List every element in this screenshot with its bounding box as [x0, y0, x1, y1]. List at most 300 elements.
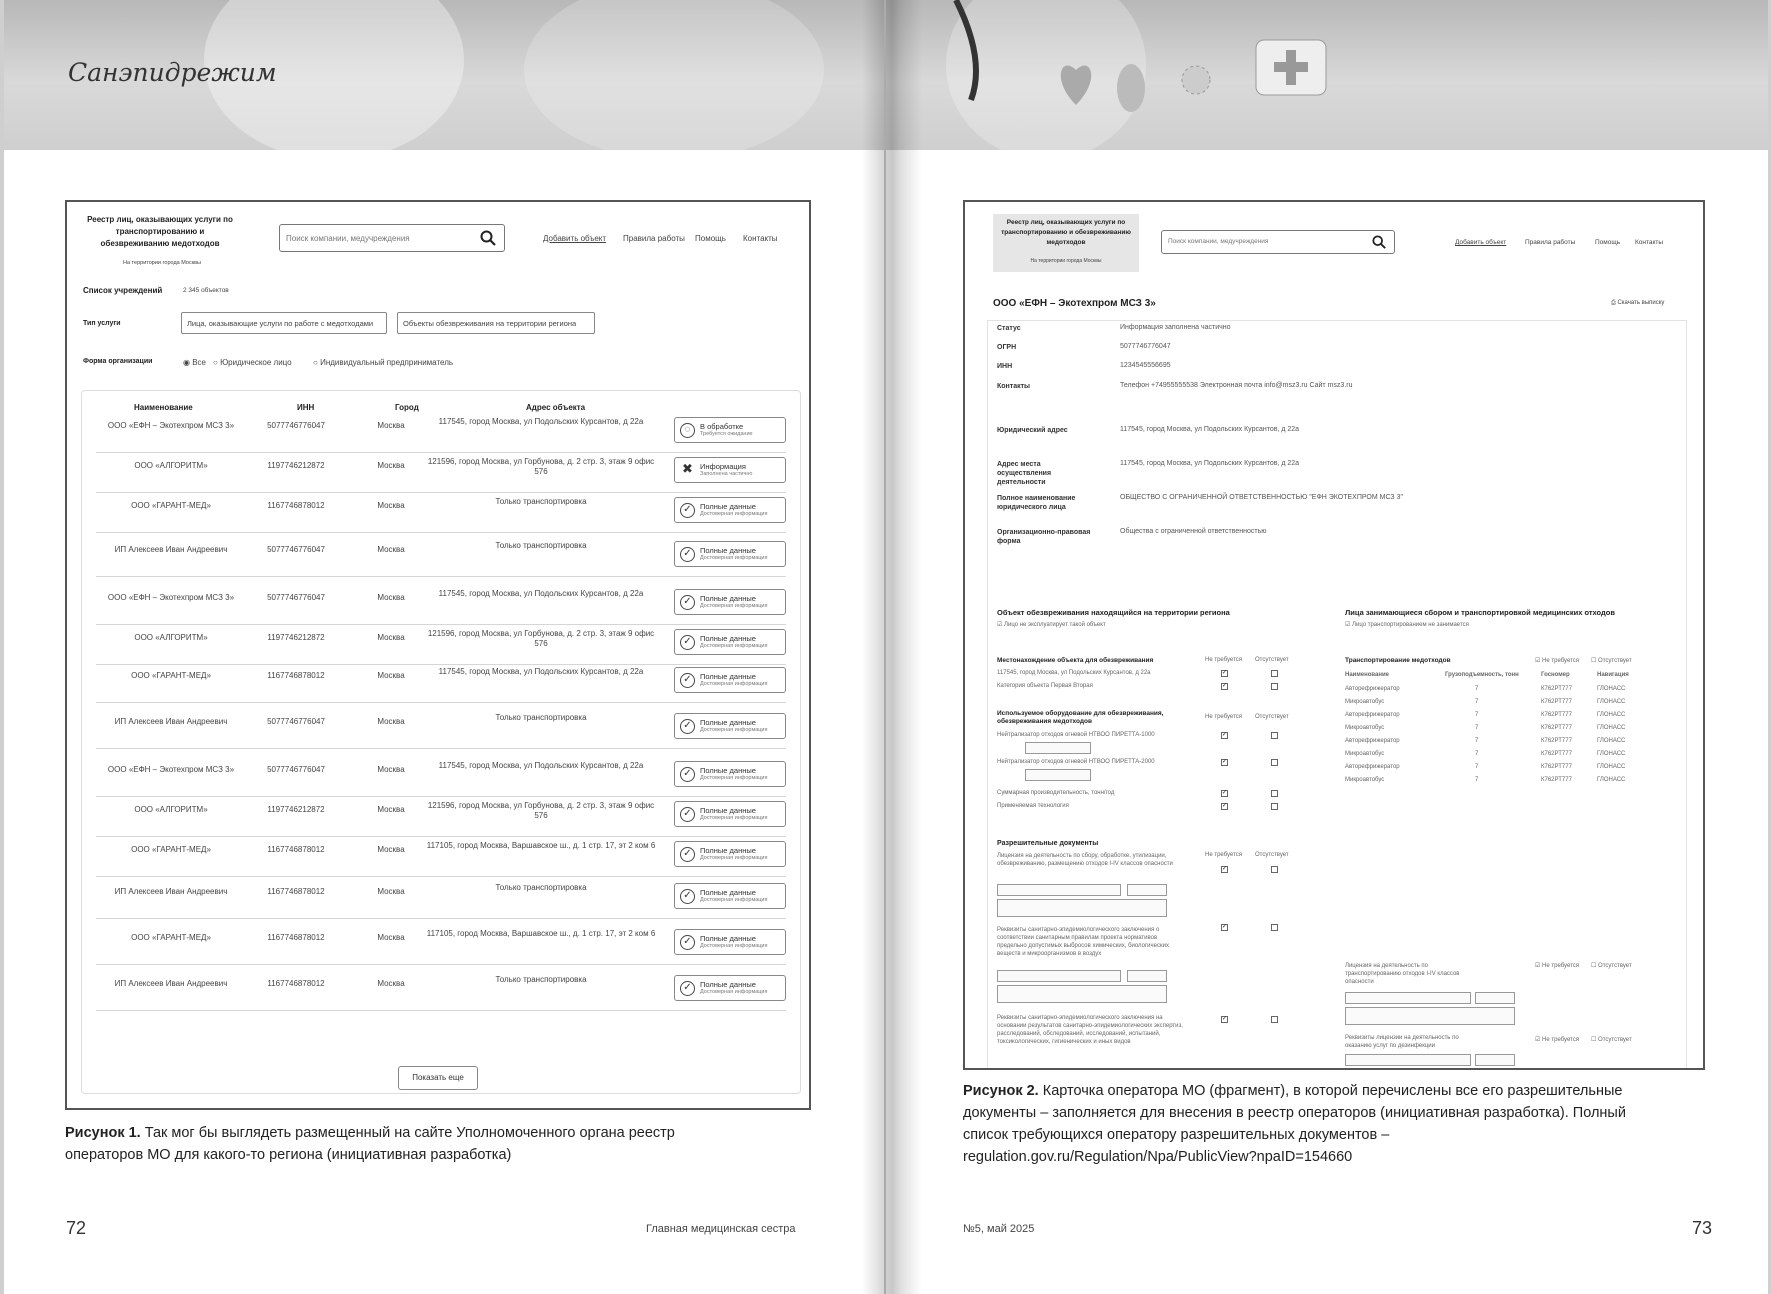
permit-date-field[interactable] [1127, 970, 1167, 982]
registry-subtitle: На территории города Москвы [123, 260, 201, 266]
status-sublabel: Достоверная информация [700, 855, 768, 861]
table-row[interactable] [96, 413, 786, 453]
disinfection-absent-label: Отсутствует [1598, 1037, 1632, 1043]
transport-cell: ГЛОНАСС [1597, 712, 1626, 718]
check-circle-icon: ✓ [680, 767, 695, 782]
table-row[interactable] [96, 837, 786, 877]
field-value: 117545, город Москва, ул Подольских Курсантов, д 22а [1120, 426, 1300, 433]
status-label: Полные данные [700, 634, 756, 643]
cell-inn: 5077746776047 [267, 421, 325, 430]
disinfection-absent[interactable]: ☐ Отсутствует [1591, 1037, 1632, 1043]
permits-label: Разрешительные документы [997, 840, 1099, 847]
cell-address: Только транспортировка [495, 713, 587, 722]
org-radio-all[interactable]: ◉ Все [183, 358, 206, 367]
status-badge[interactable] [674, 761, 786, 787]
transport-cell: ГЛОНАСС [1597, 764, 1626, 770]
status-badge[interactable] [674, 417, 786, 443]
cell-name: ООО «ГАРАНТ-МЕД» [131, 933, 211, 942]
section-disposal-object: Объект обезвреживания находящийся на территории региона [997, 608, 1230, 617]
checkbox-checked[interactable]: ✓ [1222, 670, 1228, 676]
field-value: Телефон +74955555538 Электронная почта info@msz3.ru Сайт msz3.ru [1120, 382, 1353, 389]
field-value: ОБЩЕСТВО С ОГРАНИЧЕННОЙ ОТВЕТСТВЕННОСТЬЮ "ЕФН ЭКОТЕХПРОМ МСЗ 3" [1120, 494, 1403, 501]
search-icon[interactable] [1372, 235, 1386, 249]
equipment-item: Суммарная производительность, тонн/год [997, 790, 1115, 796]
field-value: Общества с ограниченной ответственностью [1120, 528, 1267, 535]
license-issuer-field[interactable] [1345, 1007, 1515, 1025]
disinfection-license-label: Реквизиты лицензии на деятельность по оказанию услуг по дезинфекции [1345, 1035, 1459, 1049]
transport-cell: 7 [1475, 777, 1479, 783]
company-title: ООО «ЕФН – Экотехпром МСЗ 3» [993, 298, 1156, 309]
cross-icon: ✖ [682, 461, 693, 476]
license-not-required-label: Не требуется [1542, 963, 1580, 969]
transport-cell: 7 [1475, 699, 1479, 705]
cell-city: Москва [377, 805, 405, 814]
equipment-field[interactable] [1025, 769, 1091, 781]
status-label: Полные данные [700, 980, 756, 989]
transport-cell: Авторефрижератор [1345, 738, 1400, 744]
issue-info: №5, май 2025 [963, 1223, 1035, 1235]
permit-number-field[interactable] [997, 884, 1121, 896]
status-label: Полные данные [700, 594, 756, 603]
status-sublabel: Достоверная информация [700, 555, 768, 561]
table-row[interactable] [96, 879, 786, 919]
transport-note: ☑ Лицо транспортированием не занимается [1345, 622, 1469, 628]
col-name: Наименование [134, 403, 193, 412]
left-page [4, 0, 884, 1294]
stethoscope-icon [946, 0, 1026, 120]
caption-1-text: Так мог бы выглядеть размещенный на сайте Уполномоченного органа реестр операторов МО для какого-то региона (инициативная разработка) [65, 1125, 675, 1163]
org-radio-legal[interactable]: ○ Юридическое лицо [213, 358, 292, 367]
download-label: Скачать выписку [1617, 300, 1665, 306]
status-label: Информация [700, 462, 746, 471]
status-label: Полные данные [700, 502, 756, 511]
cell-inn: 1167746878012 [267, 501, 325, 510]
registry-subtitle: На территории города Москвы [1030, 258, 1102, 264]
transport-col-header: Грузоподъемность, тонн [1445, 672, 1519, 678]
right-page [886, 0, 1768, 1294]
disinfection-not-required-label: Не требуется [1542, 1037, 1580, 1043]
transport-cell: К762РТ777 [1541, 777, 1572, 783]
cell-name: ООО «АЛГОРИТМ» [134, 461, 208, 470]
status-sublabel: Требуется ожидание [700, 431, 753, 437]
transport-cell: ГЛОНАСС [1597, 751, 1626, 757]
transport-col-header: Наименование [1345, 672, 1390, 678]
table-row[interactable] [96, 971, 786, 1011]
nav-add-object[interactable]: Добавить объект [543, 234, 607, 243]
table-row[interactable] [96, 797, 786, 837]
disinfection-number-field[interactable] [1345, 1054, 1471, 1066]
cell-address: 117545, город Москва, ул Подольских Курсантов, д 22а [438, 761, 644, 770]
cell-inn: 1167746878012 [267, 887, 325, 896]
col-not-required: Не требуется [1205, 657, 1242, 663]
status-sublabel: Заполнена частично [700, 471, 753, 477]
equipment-item: Нейтрализатор отходов огневой НТВОО ПИРЕТТА-1000 [997, 732, 1155, 738]
page-number-right: 73 [1692, 1218, 1713, 1238]
field-key: Контакты [997, 383, 1031, 390]
cell-inn: 1197746212872 [267, 633, 325, 642]
cell-name: ООО «АЛГОРИТМ» [134, 805, 208, 814]
cell-city: Москва [377, 933, 405, 942]
transport-label: Транспортирование медотходов [1345, 657, 1451, 664]
field-value: 1234545556695 [1120, 362, 1171, 369]
col-absent: Отсутствует [1255, 714, 1289, 720]
table-row[interactable] [96, 537, 786, 577]
search-icon[interactable] [480, 230, 496, 246]
checkbox[interactable] [1271, 866, 1278, 873]
category-value: Категория объекта Первая Вторая [997, 683, 1093, 689]
col-absent: Отсутствует [1255, 852, 1289, 858]
check-circle-icon: ✓ [680, 547, 695, 562]
disposal-note-text: Лицо не эксплуатирует такой объект [1004, 622, 1106, 628]
cell-city: Москва [377, 717, 405, 726]
disinfection-date-field[interactable] [1475, 1054, 1515, 1066]
check-circle-icon: ✓ [680, 981, 695, 996]
permit-item: Реквизиты санитарно-эпидемиологического заключения на основании результатов санитарно-эпидемиологических экспертиз, расследований, обследований, исследований, испытаний, токсикологических, гигиенических и иных видов [997, 1015, 1183, 1045]
org-radio-ip-label: Индивидуальный предприниматель [320, 358, 454, 367]
status-label: Полные данные [700, 806, 756, 815]
col-city: Город [395, 403, 419, 412]
transport-col-header: Навигация [1597, 672, 1629, 678]
table-row[interactable] [96, 663, 786, 703]
cell-address: 121596, город Москва, ул Горбунова, д. 2 стр. 3, этаж 9 офис 576 [427, 801, 655, 820]
nav-contacts[interactable]: Контакты [1635, 239, 1664, 246]
status-badge[interactable] [674, 541, 786, 567]
show-more-button[interactable]: Показать еще [398, 1066, 478, 1090]
license-absent-label: Отсутствует [1598, 963, 1632, 969]
search-box[interactable] [1161, 230, 1395, 254]
table-row[interactable] [96, 493, 786, 533]
transport-cell: Микроавтобус [1345, 777, 1385, 783]
cell-address: 121596, город Москва, ул Горбунова, д. 2 стр. 3, этаж 9 офис 576 [427, 457, 655, 476]
license-number-field[interactable] [1345, 992, 1471, 1004]
check-circle-icon: ✓ [680, 635, 695, 650]
cell-name: ООО «АЛГОРИТМ» [134, 633, 208, 642]
check-circle-icon: ✓ [680, 595, 695, 610]
organs-icon [1056, 50, 1226, 120]
checkbox[interactable] [1271, 1016, 1278, 1023]
transport-cell: ГЛОНАСС [1597, 725, 1626, 731]
equipment-label: Используемое оборудование для обезвреживания, обезвреживания медотходов [997, 710, 1164, 725]
status-label: Полные данные [700, 766, 756, 775]
cell-address: Только транспортировка [495, 975, 587, 984]
cell-city: Москва [377, 765, 405, 774]
cell-city: Москва [377, 461, 405, 470]
cell-inn: 5077746776047 [267, 593, 325, 602]
cell-address: 117545, город Москва, ул Подольских Курсантов, д 22а [438, 589, 644, 598]
status-sublabel: Достоверная информация [700, 775, 768, 781]
transport-cell: Авторефрижератор [1345, 712, 1400, 718]
transport-cell: ГЛОНАСС [1597, 777, 1626, 783]
checkbox-checked[interactable]: ✓ [1222, 683, 1228, 689]
status-label: Полные данные [700, 846, 756, 855]
status-sublabel: Достоверная информация [700, 603, 768, 609]
status-badge[interactable] [674, 589, 786, 615]
nav-help[interactable]: Помощь [695, 234, 726, 243]
field-value: 117545, город Москва, ул Подольских Курсантов, д 22а [1120, 460, 1300, 467]
checkbox-checked[interactable]: ✓ [1222, 790, 1228, 796]
cell-name: ООО «ЕФН – Экотехпром МСЗ 3» [107, 765, 235, 774]
permit-item: Лицензия на деятельность по сбору, обработке, утилизации, обезвреживанию, размещению отходов I-IV классов опасности [997, 853, 1173, 867]
equipment-item: Нейтрализатор отходов огневой НТВОО ПИРЕТТА-2000 [997, 759, 1155, 765]
table-row[interactable] [96, 453, 786, 493]
cell-name: ООО «ЕФН – Экотехпром МСЗ 3» [107, 421, 235, 430]
cell-city: Москва [377, 887, 405, 896]
cell-inn: 5077746776047 [267, 545, 325, 554]
transport-cell: 7 [1475, 686, 1479, 692]
cell-name: ООО «ГАРАНТ-МЕД» [131, 671, 211, 680]
transport-cell: Микроавтобус [1345, 725, 1385, 731]
org-form-label: Форма организации [83, 358, 153, 365]
banner-decor [524, 0, 824, 160]
transport-cell: 7 [1475, 764, 1479, 770]
table-row[interactable] [96, 709, 786, 749]
cell-city: Москва [377, 845, 405, 854]
spinner-icon: ◌ [680, 423, 695, 438]
status-sublabel: Достоверная информация [700, 727, 768, 733]
cell-name: ИП Алексеев Иван Андреевич [114, 887, 228, 896]
transport-cell: Микроавтобус [1345, 699, 1385, 705]
cell-address: 117105, город Москва, Варшавское ш., д. 1 стр. 17, эт 2 ком 6 [426, 929, 656, 938]
check-circle-icon: ✓ [680, 889, 695, 904]
status-sublabel: Достоверная информация [700, 815, 768, 821]
field-key: Статус [997, 325, 1021, 332]
field-key: Организационно-правовая форма [997, 529, 1091, 545]
status-sublabel: Достоверная информация [700, 897, 768, 903]
service-option-objects[interactable]: Объекты обезвреживания на территории региона [397, 312, 595, 334]
list-label: Список учреждений [83, 286, 163, 295]
cell-city: Москва [377, 671, 405, 680]
transport-cell: К762РТ777 [1541, 738, 1572, 744]
nav-add-object[interactable]: Добавить объект [1455, 239, 1507, 246]
org-radio-ip[interactable]: ○ Индивидуальный предприниматель [313, 358, 454, 367]
status-sublabel: Достоверная информация [700, 943, 768, 949]
status-badge[interactable] [674, 883, 786, 909]
transport-absent[interactable]: ☐ Отсутствует [1591, 658, 1632, 664]
status-badge[interactable] [674, 841, 786, 867]
status-badge[interactable] [674, 929, 786, 955]
transport-note-text: Лицо транспортированием не занимается [1352, 622, 1469, 628]
cell-city: Москва [377, 633, 405, 642]
registry-table [81, 390, 801, 1094]
status-label: Полные данные [700, 546, 756, 555]
caption-1 [65, 1122, 755, 1166]
caption-2-text: Карточка оператора МО (фрагмент), в которой перечислены все его разрешительные документы – заполняется для внесения в реестр операторов (инициативная разработка). Полный список требующихся оператору разрешительных документов – regulation.gov.ru/Regulation/Npa/PublicView?npaID=154660 [963, 1083, 1626, 1165]
checkbox[interactable] [1271, 803, 1278, 810]
disinfection-not-required[interactable]: ☑ Не требуется [1535, 1037, 1580, 1043]
nav-rules[interactable]: Правила работы [623, 234, 685, 243]
cell-city: Москва [377, 501, 405, 510]
caption-2-label: Рисунок 2. [963, 1083, 1039, 1099]
license-not-required[interactable]: ☑ Не требуется [1535, 963, 1580, 969]
org-radio-all-label: Все [192, 358, 206, 367]
cell-city: Москва [377, 421, 405, 430]
check-circle-icon: ✓ [680, 935, 695, 950]
nav-rules[interactable]: Правила работы [1525, 239, 1576, 246]
transport-not-required-label: Не требуется [1542, 658, 1580, 664]
left-banner [4, 0, 884, 150]
permit-number-field[interactable] [997, 970, 1121, 982]
status-badge[interactable] [674, 713, 786, 739]
checkbox[interactable] [1271, 683, 1278, 690]
check-circle-icon: ✓ [680, 503, 695, 518]
cell-name: ИП Алексеев Иван Андреевич [114, 545, 228, 554]
registry-title: Реестр лиц, оказывающих услуги по транспортированию и обезвреживанию медотходов [1001, 219, 1131, 246]
transport-cell: К762РТ777 [1541, 764, 1572, 770]
status-label: Полные данные [700, 934, 756, 943]
page-number-left: 72 [66, 1218, 87, 1238]
cell-inn: 5077746776047 [267, 717, 325, 726]
checkbox-checked[interactable]: ✓ [1222, 924, 1228, 930]
search-box[interactable] [279, 224, 505, 252]
cell-address: Только транспортировка [495, 883, 587, 892]
cell-address: 117105, город Москва, Варшавское ш., д. 1 стр. 17, эт 2 ком 6 [426, 841, 656, 850]
checkbox[interactable] [1271, 670, 1278, 677]
equipment-item: Применяемая технология [997, 803, 1069, 809]
caption-2 [963, 1080, 1653, 1168]
checkbox-checked[interactable]: ✓ [1222, 803, 1228, 809]
cell-inn: 1167746878012 [267, 933, 325, 942]
checkbox[interactable] [1271, 790, 1278, 797]
status-badge[interactable] [674, 457, 786, 483]
search-input[interactable]: Поиск компании, медучреждения [1168, 238, 1269, 245]
location-value: 117545, город Москва, ул Подольских Курсантов, д 22а [997, 670, 1151, 676]
col-absent: Отсутствует [1255, 657, 1289, 663]
col-not-required: Не требуется [1205, 714, 1242, 720]
registry-title: Реестр лиц, оказывающих услуги по транспортированию и обезвреживанию медотходов [87, 215, 233, 248]
cell-name: ООО «ГАРАНТ-МЕД» [131, 501, 211, 510]
status-label: В обработке [700, 422, 744, 431]
field-value: Информация заполнена частично [1120, 324, 1231, 331]
status-badge[interactable] [674, 667, 786, 693]
check-circle-icon: ✓ [680, 807, 695, 822]
transport-cell: К762РТ777 [1541, 725, 1572, 731]
cell-inn: 1167746878012 [267, 979, 325, 988]
col-not-required: Не требуется [1205, 852, 1242, 858]
transport-cell: ГЛОНАСС [1597, 699, 1626, 705]
service-option-operators[interactable]: Лица, оказывающие услуги по работе с медотходами [181, 312, 387, 334]
status-sublabel: Достоверная информация [700, 643, 768, 649]
figure-2-operator-card [963, 200, 1705, 1070]
cell-name: ИП Алексеев Иван Андреевич [114, 979, 228, 988]
transport-cell: 7 [1475, 712, 1479, 718]
section-transport: Лица занимающиеся сбором и транспортировкой медицинских отходов [1345, 608, 1615, 617]
table-row[interactable] [96, 585, 786, 625]
transport-cell: К762РТ777 [1541, 686, 1572, 692]
magazine-name: Санэпидрежим [68, 58, 277, 87]
transport-cell: 7 [1475, 738, 1479, 744]
transport-cell: Авторефрижератор [1345, 686, 1400, 692]
status-sublabel: Достоверная информация [700, 681, 768, 687]
status-label: Полные данные [700, 888, 756, 897]
transport-cell: Авторефрижератор [1345, 764, 1400, 770]
transport-col-header: Госномер [1541, 672, 1570, 678]
journal-name: Главная медицинская сестра [646, 1223, 796, 1235]
checkbox[interactable] [1271, 759, 1278, 766]
permit-issuer-field[interactable] [997, 899, 1167, 917]
status-sublabel: Достоверная информация [700, 989, 768, 995]
license-date-field[interactable] [1475, 992, 1515, 1004]
field-key: ОГРН [997, 344, 1017, 351]
status-sublabel: Достоверная информация [700, 511, 768, 517]
status-label: Полные данные [700, 672, 756, 681]
cell-inn: 5077746776047 [267, 765, 325, 774]
transport-cell: Микроавтобус [1345, 751, 1385, 757]
license-absent[interactable]: ☐ Отсутствует [1591, 963, 1632, 969]
transport-cell: 7 [1475, 751, 1479, 757]
cell-city: Москва [377, 545, 405, 554]
cell-name: ООО «ГАРАНТ-МЕД» [131, 845, 211, 854]
transport-cell: К762РТ777 [1541, 712, 1572, 718]
check-circle-icon: ✓ [680, 719, 695, 734]
search-input[interactable]: Поиск компании, медучреждения [286, 234, 410, 243]
cell-inn: 1197746212872 [267, 461, 325, 470]
permit-date-field[interactable] [1127, 884, 1167, 896]
list-count: 2 345 объектов [183, 287, 229, 294]
field-key: Юридический адрес [997, 427, 1068, 434]
cell-address: 117545, город Москва, ул Подольских Курсантов, д 22а [438, 667, 644, 676]
table-row[interactable] [96, 925, 786, 965]
checkbox-checked[interactable]: ✓ [1222, 732, 1228, 738]
field-key: Полное наименование юридического лица [997, 495, 1076, 511]
cell-address: 121596, город Москва, ул Горбунова, д. 2 стр. 3, этаж 9 офис 576 [427, 629, 655, 648]
field-key: ИНН [997, 363, 1013, 370]
status-badge[interactable] [674, 975, 786, 1001]
cell-city: Москва [377, 593, 405, 602]
checkbox-checked[interactable]: ✓ [1222, 1016, 1228, 1022]
cell-address: Только транспортировка [495, 541, 587, 550]
nav-help[interactable]: Помощь [1595, 239, 1621, 246]
table-row[interactable] [96, 757, 786, 797]
table-row[interactable] [96, 625, 786, 665]
cell-inn: 1197746212872 [267, 805, 325, 814]
field-key: Адрес места осуществления деятельности [997, 461, 1052, 486]
check-circle-icon: ✓ [680, 673, 695, 688]
medkit-icon [1246, 20, 1336, 100]
disposal-object-note: ☑ Лицо не эксплуатирует такой объект [997, 622, 1106, 628]
status-badge[interactable] [674, 629, 786, 655]
permit-issuer-field[interactable] [997, 985, 1167, 1003]
transport-cell: 7 [1475, 725, 1479, 731]
checkbox-checked[interactable]: ✓ [1222, 759, 1228, 765]
figure-1-registry [65, 200, 811, 1110]
transport-not-required[interactable]: ☑ Не требуется [1535, 658, 1580, 664]
check-circle-icon: ✓ [680, 847, 695, 862]
cell-inn: 1167746878012 [267, 671, 325, 680]
cell-city: Москва [377, 979, 405, 988]
status-badge[interactable] [674, 801, 786, 827]
equipment-field[interactable] [1025, 742, 1091, 754]
transport-absent-label: Отсутствует [1598, 658, 1632, 664]
checkbox[interactable] [1271, 924, 1278, 931]
status-badge[interactable] [674, 497, 786, 523]
nav-contacts[interactable]: Контакты [743, 234, 778, 243]
service-label: Тип услуги [83, 320, 121, 327]
field-value: 5077746776047 [1120, 343, 1171, 350]
transport-cell: К762РТ777 [1541, 751, 1572, 757]
checkbox-checked[interactable]: ✓ [1222, 866, 1228, 872]
cell-name: ООО «ЕФН – Экотехпром МСЗ 3» [107, 593, 235, 602]
transport-cell: ГЛОНАСС [1597, 686, 1626, 692]
org-radio-legal-label: Юридическое лицо [220, 358, 292, 367]
checkbox[interactable] [1271, 732, 1278, 739]
transport-cell: К762РТ777 [1541, 699, 1572, 705]
permit-item: Реквизиты санитарно-эпидемиологического заключения о соответствии санитарным правилам проекта нормативов предельно допустимых выбросов химических, биологических веществ и микроорганизмов в воздух [997, 927, 1169, 957]
caption-1-label: Рисунок 1. [65, 1125, 141, 1141]
download-link[interactable]: ⎙ Скачать выписку [1611, 300, 1665, 306]
cell-name: ИП Алексеев Иван Андреевич [114, 717, 228, 726]
transport-license-label: Лицензия на деятельность по транспортированию отходов I-IV классов опасности [1345, 963, 1460, 985]
col-inn: ИНН [297, 403, 315, 412]
